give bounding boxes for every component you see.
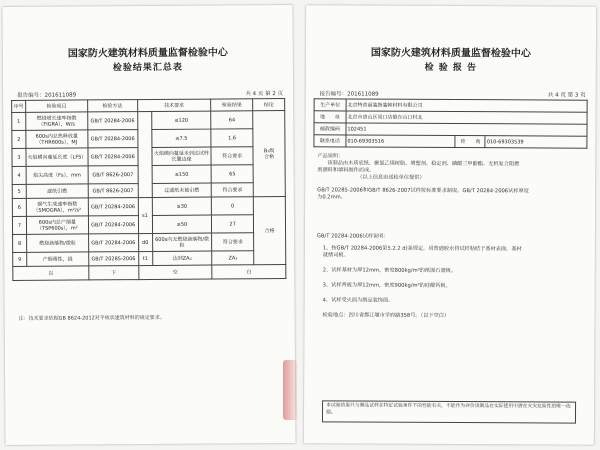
desc-line: 该制品由木质底纸、聚氯乙烯树脂、增塑剂、稳定剂、磷酸三甲酚酯、无机复合阻燃 bbox=[327, 160, 520, 168]
row-method: GB/T 20284-2006 bbox=[88, 234, 138, 252]
row-no: 8 bbox=[13, 234, 27, 252]
row-req: 过滤纸未被引燃 bbox=[152, 183, 212, 197]
row-result: 27 bbox=[212, 215, 254, 233]
row-method: GB/T 8626-2007 bbox=[88, 184, 138, 198]
phone-row bbox=[314, 135, 587, 148]
page-number: 共 4 页 第 3 页 bbox=[547, 92, 586, 99]
row-no: 4 bbox=[12, 166, 26, 184]
inst-line: 2、试样基材为厚12mm，密度800kg/m³的纸面石膏板。 bbox=[322, 267, 457, 275]
blank-cell: 下 bbox=[89, 266, 139, 280]
desc-line: 为0.2mm。 bbox=[317, 194, 346, 201]
postcode-value: 102451 bbox=[346, 123, 587, 136]
row-no: 2 bbox=[12, 130, 26, 148]
blank-cell: 以 bbox=[13, 266, 89, 281]
table-row bbox=[12, 197, 285, 217]
row-grade: d0 bbox=[138, 233, 152, 251]
blank-cell: 空 bbox=[138, 265, 212, 280]
table-note: 注：技术要求依据GB 8624-2012对平板状建筑材料的规定要求。 bbox=[18, 314, 165, 322]
row-no: 5 bbox=[12, 184, 26, 198]
summary-page bbox=[2, 5, 295, 445]
table-row bbox=[12, 111, 285, 131]
report-number: 报告编号：201611089 bbox=[319, 91, 379, 98]
row-item: 烟气生成速率指数（SMOGRA），m²/s² bbox=[26, 198, 88, 216]
blank-cell: 白 bbox=[212, 265, 286, 280]
row-no: 1 bbox=[12, 112, 26, 130]
row-result: 0 bbox=[212, 197, 254, 215]
desc-line: （以上信息由送检单位提供） bbox=[357, 174, 425, 181]
inst-title: GB/T 20284-2006试样说明： bbox=[316, 233, 389, 240]
row-method: GB/T 20284-2006 bbox=[88, 130, 138, 148]
row-result: 65 bbox=[211, 165, 253, 183]
producer-label: 生产单位 bbox=[314, 99, 346, 111]
phone-value: 010-69303516 bbox=[346, 135, 456, 148]
summary-table bbox=[11, 98, 286, 281]
row-item: 产烟毒性，级 bbox=[27, 252, 89, 266]
producer-value: 北京特普丽装饰装帧材料有限公司 bbox=[346, 99, 587, 112]
header-no: 序号 bbox=[12, 100, 26, 112]
row-item: 滤纸引燃 bbox=[26, 184, 88, 198]
row-no: 9 bbox=[13, 252, 27, 266]
row-no: 7 bbox=[12, 216, 26, 234]
row-item: 600s内总产烟量（TSP600s），m² bbox=[26, 216, 88, 234]
header-method: 检验方法 bbox=[87, 100, 137, 112]
report-number: 报告编号：201611089 bbox=[17, 92, 77, 99]
row-method: GB/T 20284-2006 bbox=[88, 148, 138, 166]
row-item: 焰尖高度（Fs），mm bbox=[26, 166, 88, 184]
row-req: ≤7.5 bbox=[151, 129, 211, 147]
row-method: GB/T 20284-2006 bbox=[88, 216, 138, 234]
row-method: GB/T 20285-2006 bbox=[88, 252, 138, 266]
inst-line: 1、按GB/T 20284-2006第5.2.2 d)条规定，用普通胶水将试样粘结于基材表面，基材 bbox=[322, 245, 522, 253]
header-requirement: 技术要求 bbox=[137, 99, 211, 112]
row-item: 燃烧滴落物/微粒 bbox=[27, 234, 89, 252]
conclusion-cell: 合格 bbox=[253, 197, 285, 265]
inst-line: 就绪司板。 bbox=[322, 252, 349, 259]
conclusion-pass: 合格 bbox=[264, 153, 275, 160]
header-conclusion: 结论 bbox=[253, 99, 285, 111]
row-result: 符合要求 bbox=[212, 233, 254, 251]
disclaimer-box: 本试验结果只与制品试样在特定试验条件下的性能有关，不能作为评价该制品在实际使用中潜在火灾危险性的唯一依据。 bbox=[322, 400, 576, 423]
desc-line: GB/T 20285-2006和GB/T 8626-2007试样按标准要求制取，GB/T 20284-2006试样厚度 bbox=[317, 187, 529, 195]
row-req: 600s内无燃烧滴落物/微粒 bbox=[152, 233, 212, 251]
page-subtitle: 检验结果汇总表 bbox=[112, 62, 183, 74]
row-result: 64 bbox=[211, 111, 253, 129]
desc-line: 剂颜料和填料制作而成。 bbox=[317, 167, 375, 174]
table-row bbox=[13, 233, 286, 253]
row-result: ZA₃ bbox=[212, 251, 254, 265]
inst-line: 4、试样受火面为制品装饰面。 bbox=[322, 297, 394, 304]
row-req: ≤50 bbox=[152, 215, 212, 233]
page-number: 共 4 页 第 2 页 bbox=[245, 91, 284, 98]
inst-line: 检验地点：四川省都江堰市学府路358号。（以下空白） bbox=[322, 312, 450, 319]
row-item: 火焰横向蔓延长度（LFS） bbox=[26, 148, 88, 166]
center-title: 国家防火建筑材料质量监督检验中心 bbox=[67, 47, 228, 60]
row-req: ≤150 bbox=[152, 165, 212, 183]
row-grade: t1 bbox=[138, 251, 152, 265]
page-subtitle: 检 验 报 告 bbox=[424, 62, 478, 74]
product-description bbox=[317, 153, 585, 202]
row-no: 6 bbox=[12, 198, 26, 216]
row-no: 3 bbox=[12, 148, 26, 166]
header-result: 检验结果 bbox=[211, 99, 253, 111]
producer-table bbox=[313, 98, 587, 148]
row-method: GB/T 8626-2007 bbox=[88, 166, 138, 184]
header-item: 检验项目 bbox=[26, 100, 88, 112]
row-result: 1.6 bbox=[211, 129, 253, 147]
grade-cell bbox=[137, 111, 152, 197]
report-page bbox=[304, 5, 596, 445]
address-label: 地 址 bbox=[314, 111, 346, 123]
row-grade: s1 bbox=[138, 197, 152, 233]
fax-label: 传 真 bbox=[455, 136, 485, 148]
center-title: 国家防火建筑材料质量监督检验中心 bbox=[370, 47, 531, 60]
row-item: 燃烧增长速率指数（FIGRA），W/s bbox=[26, 112, 88, 130]
phone-label: 联系电话 bbox=[314, 135, 346, 147]
row-req: ≤120 bbox=[151, 111, 211, 129]
inst-line: 3、试样背板为厚12mm，密度900kg/m³的硅酸钙板。 bbox=[322, 282, 451, 290]
row-method: GB/T 20284-2006 bbox=[88, 198, 138, 216]
fax-value: 010-69303539 bbox=[485, 136, 587, 149]
desc-title: 产品说明： bbox=[317, 153, 344, 160]
row-req: 达到ZA₃ bbox=[152, 251, 212, 265]
row-result: 符合要求 bbox=[211, 147, 253, 165]
conclusion-cell bbox=[253, 111, 285, 197]
row-req: 火焰横向蔓延未到达试样长翼边缘 bbox=[152, 147, 212, 165]
address-value: 北京市房山区周口店镇东山口村北 bbox=[346, 111, 587, 124]
specimen-instructions bbox=[317, 233, 585, 320]
row-result: 符合要求 bbox=[212, 183, 254, 197]
conclusion-grade: B₁级 bbox=[263, 147, 275, 154]
row-method: GB/T 20284-2006 bbox=[88, 112, 138, 130]
blank-row bbox=[13, 265, 286, 281]
red-seal-stamp bbox=[283, 360, 297, 420]
row-req: ≤30 bbox=[152, 197, 212, 215]
row-item: 600s内总热释放量（THR600s），MJ bbox=[26, 130, 88, 148]
postcode-label: 邮政编码 bbox=[314, 123, 346, 135]
